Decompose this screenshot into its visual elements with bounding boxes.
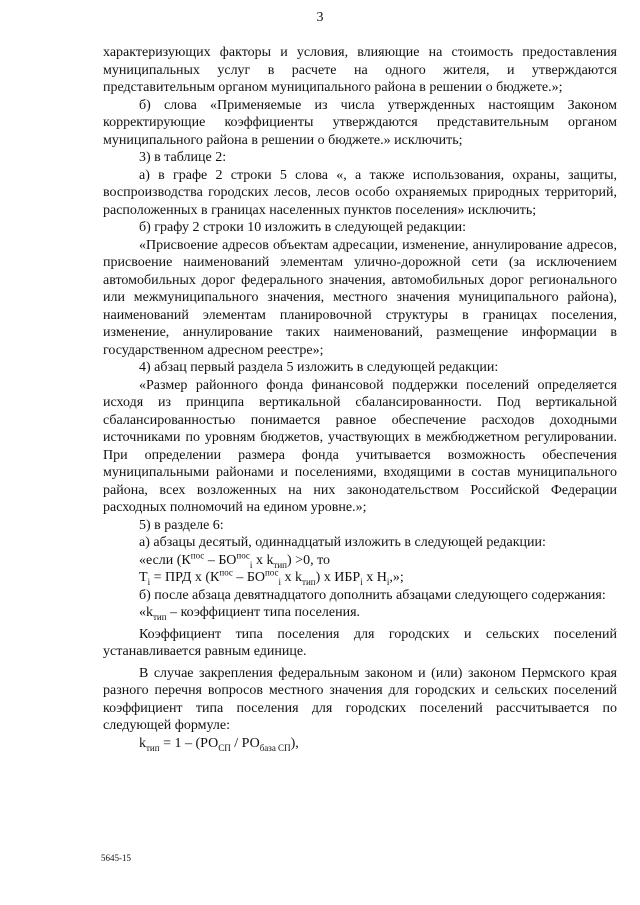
paragraph: а) в графе 2 строки 5 слова «, а также использования, охраны, защиты, воспроизводства городских лесов, лесов особо охраняемых природных территорий, расположенных в границах населенных пунктов поселения» исключить;	[103, 167, 617, 218]
paragraph: 4) абзац первый раздела 5 изложить в следующей редакции:	[139, 360, 499, 375]
paragraph: «Присвоение адресов объектам адресации, изменение, аннулирование адресов, присвоение наименований элементам улично-дорожной сети (за исключением автомобильных дорог федерального значения, автомобильных дорог регионального или межмуниципального значения, местного значения муниципального района), наименований элементам планировочной структуры в границах поселения, изменение, аннулирование таких наименований, размещение информации в государственном адресном реестре»;	[103, 237, 617, 358]
paragraph: 5) в разделе 6:	[139, 517, 224, 533]
paragraph: характеризующих факторы и условия, влияющие на стоимость предоставления муниципальных услуг в расчете на одного жителя, и утверждаются представительным органом муниципального района в решении о бюджете.»;	[103, 45, 617, 95]
formula-definition: «$k_{тип}$ – коэффициент типа поселения.	[139, 605, 361, 622]
formula-condition: «если ($К^{пос} - БО^{пос}_i$ х $k_{тип}) >0$, то	[139, 549, 331, 570]
paragraph: 3) в таблице 2:	[139, 150, 227, 165]
page-number: 3	[316, 10, 324, 25]
paragraph: б) слова «Применяемые из числа утвержденных настоящим Законом корректирующие коэффициенты утверждаются представительным органом муниципального района в решении о бюджете.» исключить;	[103, 97, 617, 148]
paragraph: б) графу 2 строки 10 изложить в следующей редакции:	[139, 220, 467, 235]
paragraph: б) после абзаца девятнадцатого дополнить абзацами следующего содержания:	[139, 587, 606, 603]
paragraph: Коэффициент типа поселения для городских и сельских поселений устанавливается равным единице.	[103, 626, 617, 659]
document-body	[103, 44, 617, 752]
formula-coefficient: $k_{тип} = 1 - (РО_{СП} / РО_{база СП})$,	[139, 735, 299, 753]
paragraph: а) абзацы десятый, одиннадцатый изложить в следующей редакции:	[139, 535, 546, 550]
document-code: 5645-15	[101, 853, 131, 863]
paragraph: В случае закрепления федеральным законом и (или) законом Пермского края разного перечня вопросов местного значения для городских и сельских поселений коэффициент типа поселения для городских поселений рассчитывается по следующей формуле:	[103, 665, 617, 733]
paragraph: «Размер районного фонда финансовой поддержки поселений определяется исходя из принципа вертикальной сбалансированности. Под вертикальной сбалансированностью понимается равное обеспечение расходов доходными источниками по уровням бюджетов, участвующих в межбюджетном регулировании. При определении размера фонда учитывается возможность обеспечения муниципальными районами и поселениями, входящими в состав муниципального района, всех возложенных на них законодательством Российской Федерации расходных полномочий на едином уровне.»;	[103, 377, 617, 515]
formula-transfer: $T_i$ = ПРД х ($К^{пос} - БО^{пос}_i$ х $k_{тип}$) х $ИБР_i$ х $Н_i$,»;	[139, 567, 404, 587]
